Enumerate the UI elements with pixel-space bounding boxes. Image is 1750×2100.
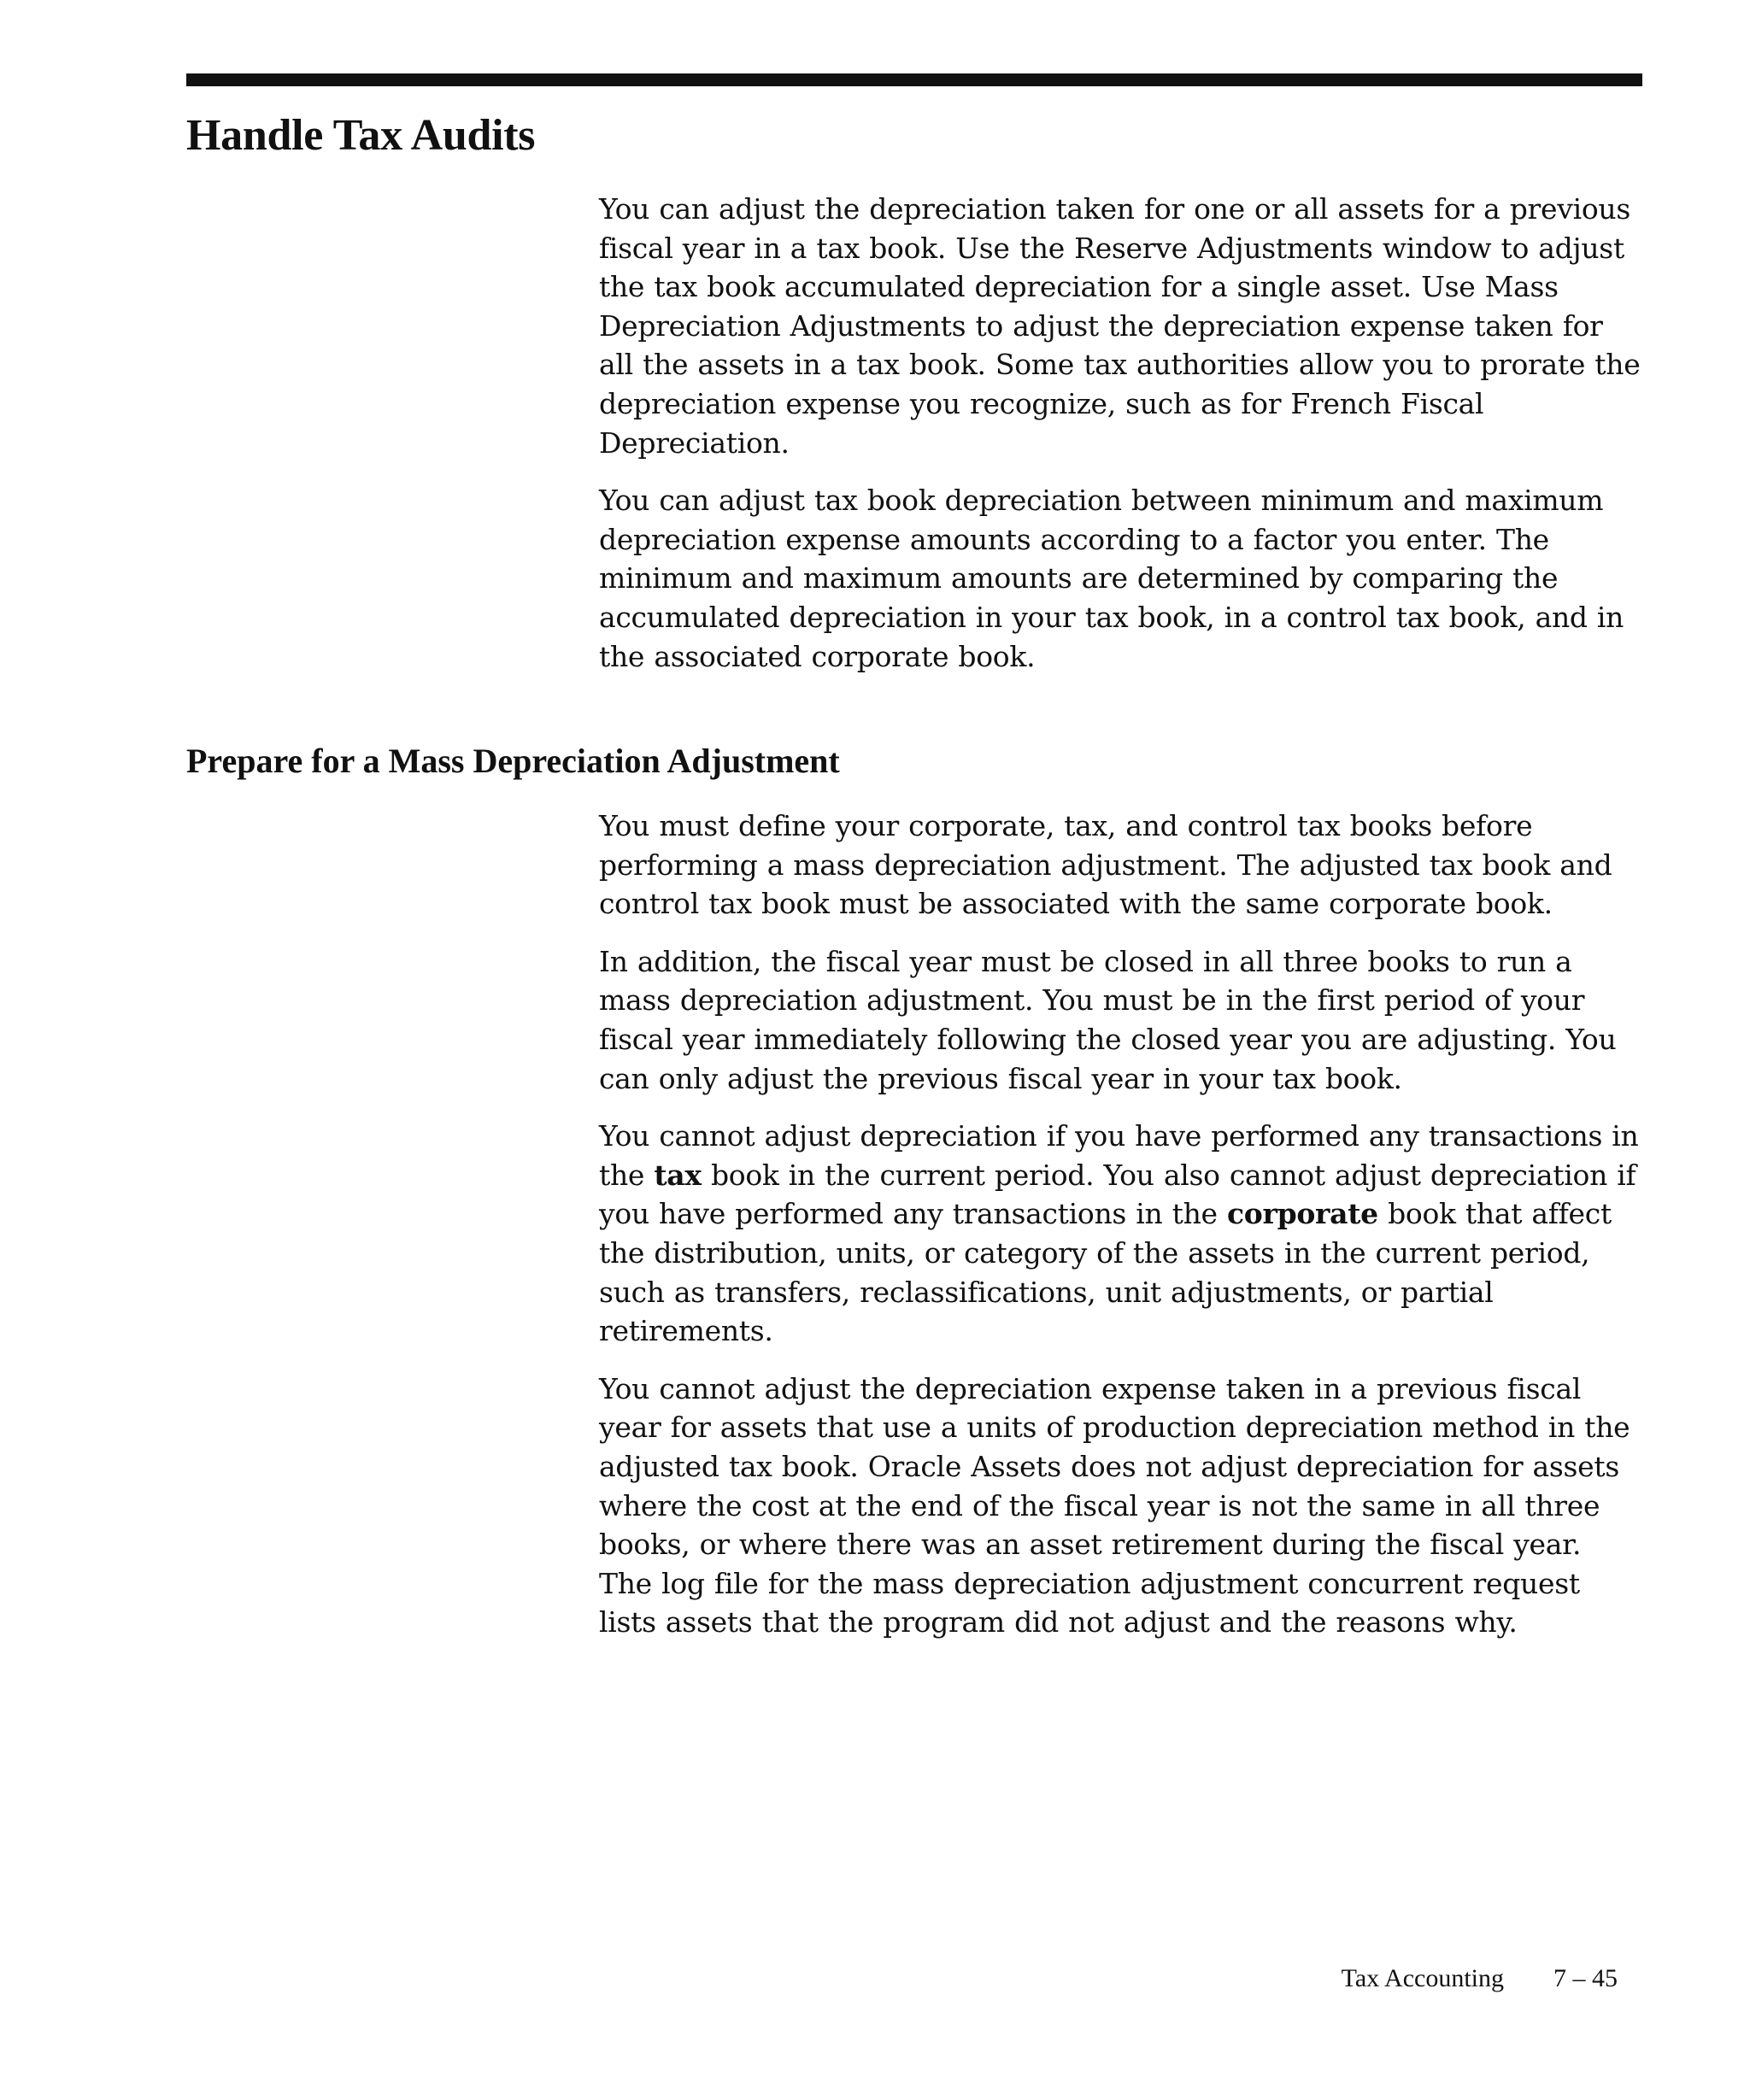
footer-page-number: 7 – 45 bbox=[1553, 1964, 1618, 1992]
subsection-paragraph-2: In addition, the fiscal year must be closed in all three books to run a mass depreciation adjustment. You must be in the first period of your fiscal year immediately following the closed year you are adjusting. You can only adjust the previous fiscal year in your tax book. bbox=[599, 944, 1617, 1095]
subsection-title: Prepare for a Mass Depreciation Adjustment bbox=[186, 742, 840, 780]
subsection-paragraph-3 bbox=[599, 1117, 1641, 1351]
section-paragraph-1: You can adjust the depreciation taken for one or all assets for a previous fiscal year in a tax book. Use the Reserve Adjustments window to adjust the tax book accumulated depreciation for a single asset. Use Mass Depreciation Adjustments to adjust the depreciation expense taken for all the assets in a tax book. Some tax authorities allow you to prorate the depreciation expense you recognize, such as for French Fiscal Depreciation. bbox=[599, 192, 1641, 460]
bold-term-tax: tax bbox=[654, 1158, 702, 1192]
section-body bbox=[599, 190, 1641, 695]
subsection-paragraph-1: You must define your corporate, tax, and control tax books before performing a mass depreciation adjustment. The adjusted tax book and control tax book must be associated with the same corporate book. bbox=[599, 809, 1612, 921]
section-paragraph-2: You can adjust tax book depreciation between minimum and maximum depreciation expense amounts according to a factor you enter. The minimum and maximum amounts are determined by comparing the accumulated depreciation in your tax book, in a control tax book, and in the associated corporate book. bbox=[599, 484, 1624, 673]
subsection-paragraph-4: You cannot adjust the depreciation expense taken in a previous fiscal year for assets that use a units of production depreciation method in the adjusted tax book. Oracle Assets does not adjust depreciation for assets where the cost at the end of the fiscal year is not the same in all three books, or where there was an asset retirement during the fiscal year. The log file for the mass depreciation adjustment concurrent request lists assets that the program did not adjust and the reasons why. bbox=[599, 1371, 1630, 1640]
bold-term-corporate: corporate bbox=[1226, 1197, 1378, 1231]
paragraph-text: You cannot adjust depreciation if you have performed any transactions in the bbox=[599, 1119, 1639, 1192]
footer-chapter-title: Tax Accounting bbox=[1341, 1964, 1504, 1992]
section-title: Handle Tax Audits bbox=[186, 111, 536, 160]
paragraph-text: book that affect the distribution, units, or category of the assets in the current period, such as transfers, reclassifications, unit adjustments, or partial retirements. bbox=[599, 1197, 1612, 1348]
paragraph-text: book in the current period. You also cannot adjust depreciation if you have performed any transactions in the bbox=[599, 1158, 1636, 1231]
page-footer bbox=[1342, 1962, 1618, 1996]
subsection-body bbox=[599, 807, 1641, 1661]
top-rule bbox=[186, 73, 1642, 86]
